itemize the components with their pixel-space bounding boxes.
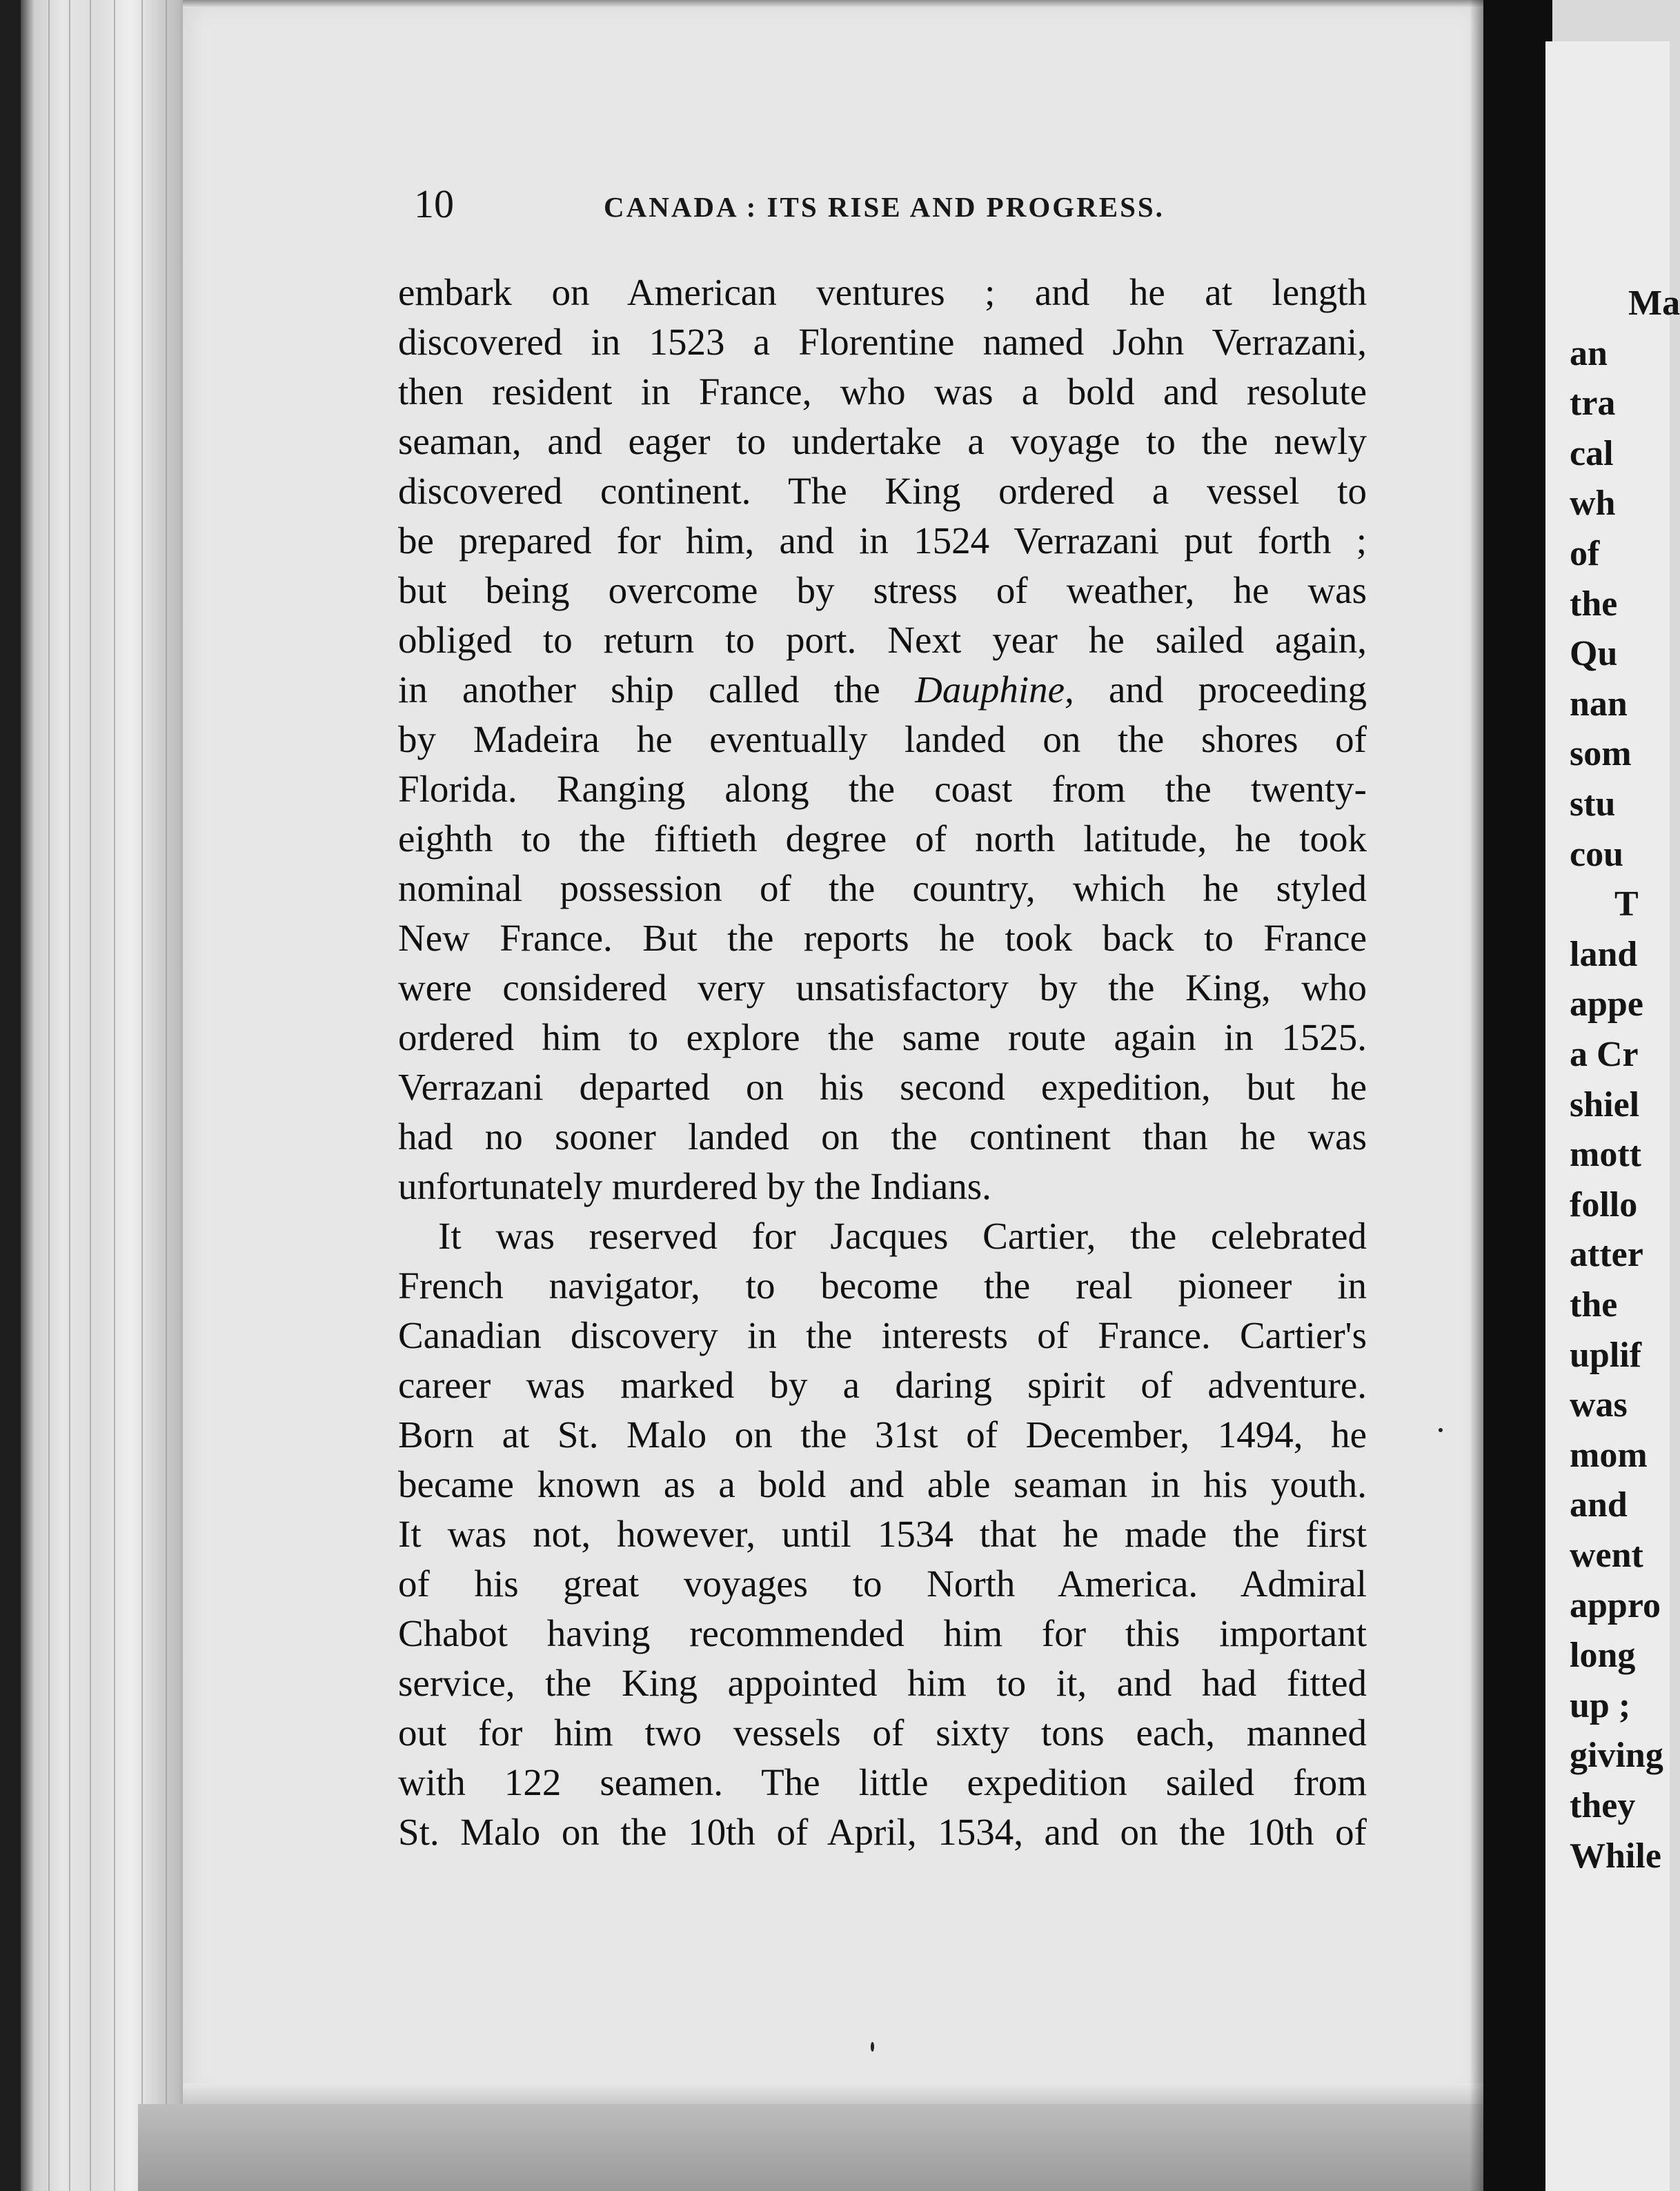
- text-line: embark on American ventures ; and he at length: [398, 271, 1367, 313]
- text-line: Born at St. Malo on the 31st of December, 1494, he: [398, 1414, 1367, 1456]
- scan-bottom-edge: [138, 2104, 1670, 2191]
- right-page-fragment: shiel: [1570, 1085, 1640, 1124]
- right-page-fragment: wh: [1570, 484, 1616, 523]
- page-top-edge: [183, 0, 1483, 8]
- text-line: ordered him to explore the same route again in 1525.: [398, 1016, 1367, 1058]
- ship-name-italic: Dauphine,: [915, 668, 1074, 711]
- right-page-fragment: the: [1570, 1285, 1618, 1325]
- right-page-fragment: Qu: [1570, 634, 1618, 673]
- text-line: New France. But the reports he took back to France: [398, 917, 1367, 959]
- text-line: St. Malo on the 10th of April, 1534, and on the 10th of: [398, 1811, 1367, 1853]
- text-line: unfortunately murdered by the Indians.: [398, 1165, 991, 1207]
- right-page-fragment: stu: [1570, 784, 1616, 824]
- text-line: nominal possession of the country, which he styled: [398, 867, 1367, 909]
- right-page-fragment: Ma: [1628, 284, 1680, 323]
- page-number: 10: [414, 181, 454, 226]
- text-line: discovered continent. The King ordered a vessel to: [398, 470, 1367, 512]
- text-line: French navigator, to become the real pioneer in: [398, 1265, 1367, 1307]
- text-line: but being overcome by stress of weather, he was: [398, 569, 1367, 611]
- right-page-fragment: they: [1570, 1786, 1636, 1825]
- page-edge-line: [114, 0, 115, 2191]
- right-page-fragment: was: [1570, 1385, 1628, 1425]
- text-line: [398, 665, 1367, 715]
- right-page-fragment: giving: [1570, 1736, 1663, 1775]
- text-line: service, the King appointed him to it, and had fitted: [398, 1662, 1367, 1704]
- text-line: Canadian discovery in the interests of France. Cartier's: [398, 1314, 1367, 1356]
- text-line: It was reserved for Jacques Cartier, the celebrated: [438, 1215, 1367, 1257]
- right-page-fragment: an: [1570, 334, 1608, 373]
- right-page-fragment: and: [1570, 1485, 1628, 1525]
- body-text: [398, 268, 1367, 1857]
- text-line: It was not, however, until 1534 that he made the first: [398, 1513, 1367, 1555]
- right-page-fragment: follo: [1570, 1185, 1638, 1225]
- right-page-fragment: cal: [1570, 434, 1614, 473]
- right-page-fragment: uplif: [1570, 1336, 1642, 1375]
- right-page-fragment: appe: [1570, 984, 1643, 1024]
- text-line: became known as a bold and able seaman in his youth.: [398, 1463, 1367, 1505]
- right-page-fragment: up ;: [1570, 1686, 1631, 1725]
- right-page-fragment: appro: [1570, 1586, 1661, 1625]
- scan-speck: [871, 2042, 874, 2052]
- text-line: had no sooner landed on the continent than he was: [398, 1116, 1367, 1158]
- right-page-fragment: atter: [1570, 1235, 1643, 1274]
- text-line: of his great voyages to North America. Admiral: [398, 1563, 1367, 1605]
- scan-speck: [1439, 1428, 1443, 1432]
- text-line: career was marked by a daring spirit of adventure.: [398, 1364, 1367, 1406]
- running-head: [414, 181, 1380, 243]
- page-edge-line: [90, 0, 91, 2191]
- right-page-fragment: land: [1570, 935, 1638, 974]
- page-edge-line: [141, 0, 143, 2191]
- right-page-fragment: went: [1570, 1536, 1643, 1575]
- right-page-fragment: mott: [1570, 1135, 1641, 1174]
- page-edge-line: [166, 0, 167, 2191]
- text-line: Verrazani departed on his second expedition, but he: [398, 1066, 1367, 1108]
- text-line: eighth to the fiftieth degree of north latitude, he took: [398, 817, 1367, 860]
- right-page-fragment: cou: [1570, 835, 1623, 874]
- book-gutter: [1483, 0, 1552, 2191]
- text-line: out for him two vessels of sixty tons each, manned: [398, 1712, 1367, 1754]
- text-fragment: in another ship called the: [398, 668, 916, 711]
- text-line: were considered very unsatisfactory by the King, who: [398, 966, 1367, 1009]
- right-page-fragment: mom: [1570, 1436, 1648, 1475]
- right-page-fragment: the: [1570, 584, 1618, 624]
- text-line: discovered in 1523 a Florentine named John Verrazani,: [398, 321, 1367, 363]
- text-line: then resident in France, who was a bold and resolute: [398, 370, 1367, 413]
- right-page-fragment: While: [1570, 1836, 1661, 1876]
- text-line: seaman, and eager to undertake a voyage to the newly: [398, 420, 1367, 462]
- right-page-fragment: a Cr: [1570, 1035, 1639, 1074]
- right-page-fragment: long: [1570, 1636, 1636, 1675]
- text-line: Chabot having recommended him for this important: [398, 1612, 1367, 1654]
- right-page-fragment: tra: [1570, 384, 1616, 423]
- right-page-fragment: som: [1570, 734, 1632, 773]
- text-line: with 122 seamen. The little expedition sailed from: [398, 1761, 1367, 1803]
- page-edge-line: [69, 0, 70, 2191]
- page-stack-edges: [21, 0, 186, 2191]
- text-line: Florida. Ranging along the coast from the twenty-: [398, 768, 1367, 810]
- text-line: be prepared for him, and in 1524 Verrazani put forth ;: [398, 519, 1367, 562]
- page-edge-line: [48, 0, 50, 2191]
- scan-left-border: [0, 0, 21, 2191]
- running-title: CANADA : ITS RISE AND PROGRESS.: [604, 191, 1165, 223]
- text-fragment: and proceeding: [1074, 668, 1367, 711]
- text-line: by Madeira he eventually landed on the shores of: [398, 718, 1367, 760]
- right-page-fragment: of: [1570, 534, 1600, 573]
- text-line: obliged to return to port. Next year he sailed again,: [398, 619, 1367, 661]
- right-page-fragment: nan: [1570, 684, 1628, 724]
- page-bottom-edge: [183, 2083, 1483, 2104]
- right-page-fragment: T: [1614, 884, 1639, 924]
